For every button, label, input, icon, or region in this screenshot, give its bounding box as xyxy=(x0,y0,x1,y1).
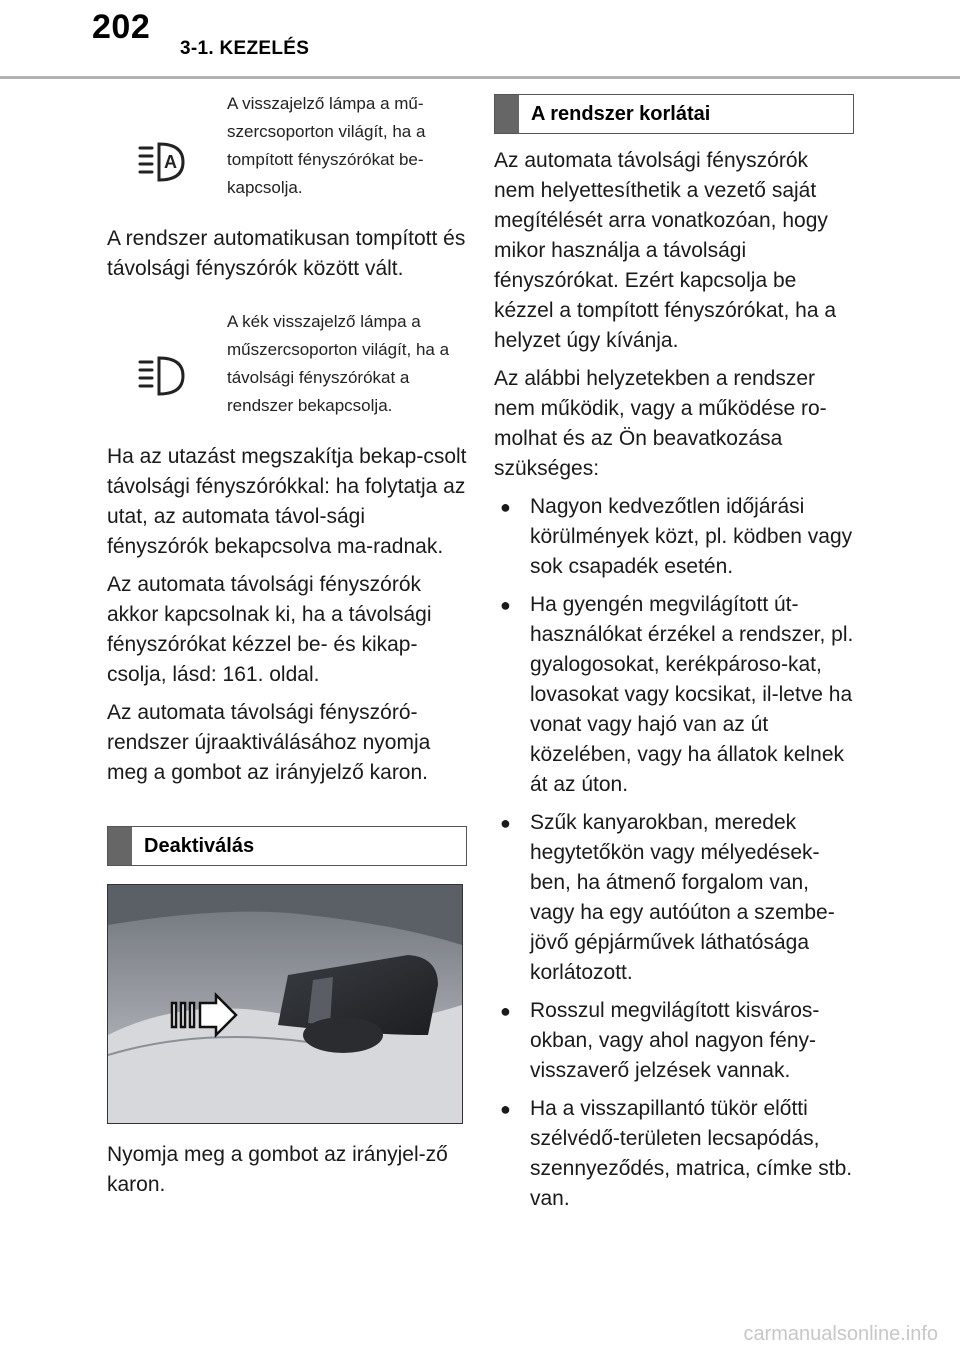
section-header-title: Deaktiválás xyxy=(144,835,255,857)
bullet-icon: ● xyxy=(500,1001,511,1021)
bullet-icon: ● xyxy=(500,497,511,517)
list-item: ● Szűk kanyarokban, meredek hegytetőkön vagy mélyedések-ben, ha átmenő forgalom van, vagy ha egy autóúton a szembe-jövő gépjárművek láthatósága korlátozott. xyxy=(494,808,854,988)
list-item: ● Nagyon kedvezőtlen időjárási körülmények közt, pl. ködben vagy sok csapadék esetén. xyxy=(494,492,854,582)
paragraph: Az automata távolsági fényszórók nem helyettesíthetik a vezető saját megítélését arra vonatkozóan, hogy mikor használja a távolsági fényszórókat. Ezért kapcsolja be kézzel a tompított fényszórókat, ha a helyzet úgy kívánja. xyxy=(494,149,837,352)
figure-caption: Nyomja meg a gombot az irányjel-ző karon. xyxy=(107,1143,448,1196)
section-header-bar xyxy=(495,95,519,133)
indicator-note-2 xyxy=(107,308,467,420)
list-item: ● Ha gyengén megvilágított út-használókat érzékel a rendszer, pl. gyalogosokat, kerékpároso-kat, lovasokat vagy kocsikat, il-letve ha vonat vagy hajó van az út közelében, vagy ha állatok kelnek át az úton. xyxy=(494,590,854,800)
page-number: 202 xyxy=(92,8,151,46)
watermark: carmanualsonline.info xyxy=(743,1323,938,1345)
left-column xyxy=(107,90,467,1208)
indicator-note-1-text: A visszajelző lámpa a mű-szercsoporton világít, ha a tompított fényszórókat be-kapcsolja. xyxy=(227,94,426,197)
section-header-bar xyxy=(108,827,132,865)
section-header-deactivation xyxy=(107,826,467,866)
paragraph: Az automata távolsági fényszórók akkor kapcsolnak ki, ha a távolsági fényszórókat kézzel be- és kikap-csolja, lásd: 161. oldal. xyxy=(107,573,432,686)
list-item: ● Rosszul megvilágított kisváros-okban, vagy ahol nagyon fény-visszaverő jelzések vannak. xyxy=(494,996,854,1086)
paragraph-auto-switch: A rendszer automatikusan tompított és távolsági fényszórók között vált. xyxy=(107,227,466,280)
right-paragraphs xyxy=(494,146,854,484)
bullet-icon: ● xyxy=(500,1099,511,1119)
auto-high-beam-indicator-icon xyxy=(137,140,187,189)
svg-text:A: A xyxy=(164,152,177,172)
header-divider xyxy=(0,76,960,79)
turn-signal-lever-button-illustration xyxy=(108,885,462,1123)
limitations-list xyxy=(494,492,854,1214)
paragraph: Az alábbi helyzetekben a rendszer nem működik, vagy a működése ro-molhat és az Ön beavatkozása szükséges: xyxy=(494,367,827,480)
paragraph: Az automata távolsági fényszóró-rendszer újraaktiválásához nyomja meg a gombot az irányjelző karon. xyxy=(107,701,431,784)
right-column xyxy=(494,94,854,1222)
indicator-note-1 xyxy=(107,90,467,202)
bullet-icon: ● xyxy=(500,813,511,833)
section-header-limitations xyxy=(494,94,854,134)
bullet-icon: ● xyxy=(500,595,511,615)
indicator-note-2-text: A kék visszajelző lámpa a műszercsoporton világít, ha a távolsági fényszórókat a rendszer bekapcsolja. xyxy=(227,312,450,415)
section-header-title: A rendszer korlátai xyxy=(531,103,711,125)
turn-signal-lever-figure xyxy=(107,884,463,1124)
left-paragraphs xyxy=(107,442,467,788)
paragraph: Ha az utazást megszakítja bekap-csolt távolsági fényszórókkal: ha folytatja az utat, az automata távol-sági fényszórók bekapcsolva ma-radnak. xyxy=(107,445,467,558)
list-item: ● Ha a visszapillantó tükör előtti szélvédő-területen lecsapódás, szennyeződés, matrica, címke stb. van. xyxy=(494,1094,854,1214)
high-beam-indicator-icon xyxy=(137,354,187,403)
section-title: 3-1. KEZELÉS xyxy=(180,38,310,59)
